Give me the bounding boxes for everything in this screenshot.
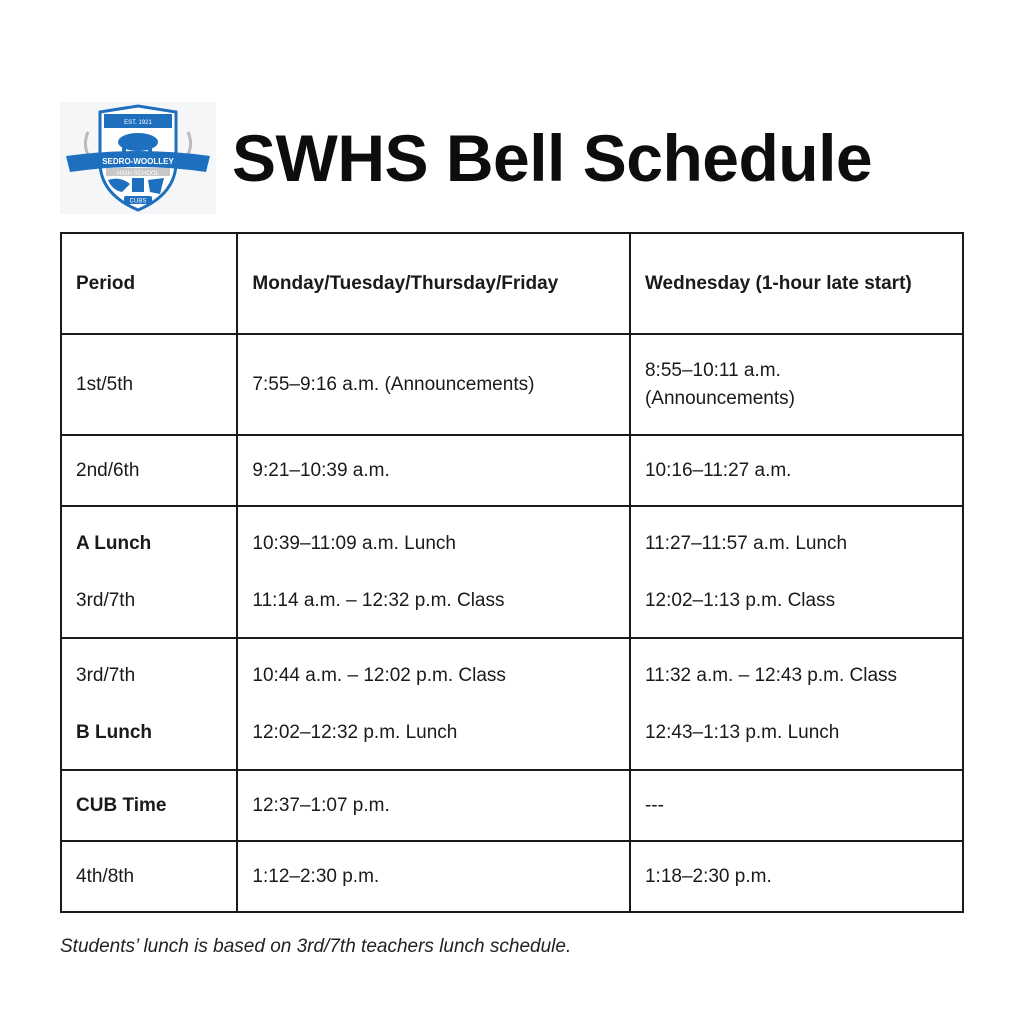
- wed-time-cell: 1:18–2:30 p.m.: [630, 841, 963, 912]
- mtf-time-cell: 10:44 a.m. – 12:02 p.m. Class 12:02–12:32 p.m. Lunch: [237, 638, 630, 770]
- table-header-row: [61, 233, 963, 334]
- mtf-time-cell: 9:21–10:39 a.m.: [237, 435, 630, 506]
- page-header: [60, 100, 964, 215]
- wed-time-cell: 11:32 a.m. – 12:43 p.m. Class 12:43–1:13 p.m. Lunch: [630, 638, 963, 770]
- lunch-footnote: Students’ lunch is based on 3rd/7th teachers lunch schedule.: [60, 936, 572, 957]
- page-title: SWHS Bell Schedule: [232, 120, 873, 195]
- table-row-cub-time: [61, 770, 963, 841]
- bell-schedule-table: [60, 232, 964, 913]
- table-row-a-lunch: [61, 506, 963, 638]
- svg-text:HIGH SCHOOL: HIGH SCHOOL: [116, 170, 160, 177]
- svg-text:EST. 1921: EST. 1921: [124, 119, 152, 126]
- table-row: [61, 334, 963, 435]
- table-row-b-lunch: [61, 638, 963, 770]
- period-cell: 3rd/7th B Lunch: [61, 638, 237, 770]
- wed-time-cell: 11:27–11:57 a.m. Lunch 12:02–1:13 p.m. Class: [630, 506, 963, 638]
- period-cell: 1st/5th: [61, 334, 237, 435]
- period-cell: A Lunch 3rd/7th: [61, 506, 237, 638]
- header-mon-tue-thu-fri: Monday/Tuesday/Thursday/Friday: [237, 233, 630, 334]
- svg-text:CUBS: CUBS: [129, 198, 147, 204]
- header-wednesday: Wednesday (1-hour late start): [630, 233, 963, 334]
- wed-time-cell: ---: [630, 770, 963, 841]
- period-cell: 4th/8th: [61, 841, 237, 912]
- period-cell: 2nd/6th: [61, 435, 237, 506]
- school-crest-logo: [60, 102, 216, 214]
- mtf-time-cell: 12:37–1:07 p.m.: [237, 770, 630, 841]
- table-row: [61, 435, 963, 506]
- header-period: Period: [61, 233, 237, 334]
- wed-time-cell: 8:55–10:11 a.m. (Announcements): [630, 334, 963, 435]
- mtf-time-cell: 7:55–9:16 a.m. (Announcements): [237, 334, 630, 435]
- svg-text:SEDRO-WOOLLEY: SEDRO-WOOLLEY: [102, 156, 174, 166]
- period-cell: CUB Time: [61, 770, 237, 841]
- mtf-time-cell: 10:39–11:09 a.m. Lunch 11:14 a.m. – 12:32 p.m. Class: [237, 506, 630, 638]
- mtf-time-cell: 1:12–2:30 p.m.: [237, 841, 630, 912]
- wed-time-cell: 10:16–11:27 a.m.: [630, 435, 963, 506]
- table-row: [61, 841, 963, 912]
